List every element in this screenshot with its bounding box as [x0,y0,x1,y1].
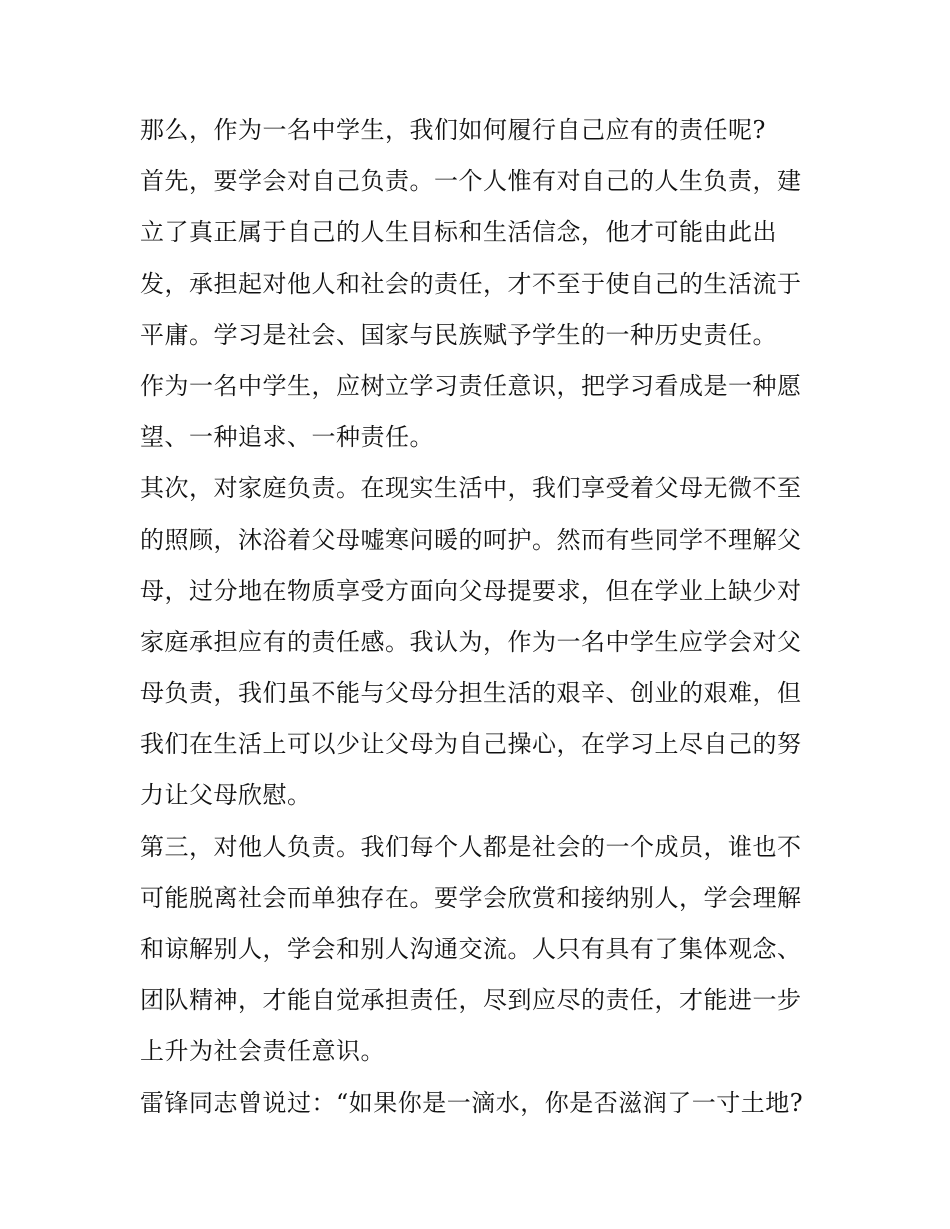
text-line-2: 首先，要学会对自己负责。一个人惟有对自己的人生负责，建 [140,167,802,196]
text-line-10: 母，过分地在物质享受方面向父母提要求，但在学业上缺少对 [140,576,802,605]
text-line-20: 雷锋同志曾说过：“如果你是一滴水，你是否滋润了一寸土地? [140,1088,804,1117]
text-line-8: 其次，对家庭负责。在现实生活中，我们享受着父母无微不至 [140,474,802,503]
text-line-5: 平庸。学习是社会、国家与民族赋予学生的一种历史责任。 [140,320,777,349]
text-line-15: 第三，对他人负责。我们每个人都是社会的一个成员，谁也不 [140,832,802,861]
text-line-4: 发，承担起对他人和社会的责任，才不至于使自己的生活流于 [140,269,802,298]
text-line-9: 的照顾，沐浴着父母嘘寒问暖的呵护。然而有些同学不理解父 [140,525,802,554]
document-body [140,105,820,1129]
text-line-7: 望、一种追求、一种责任。 [140,423,434,452]
text-line-13: 我们在生活上可以少让父母为自己操心，在学习上尽自己的努 [140,730,802,759]
text-line-17: 和谅解别人，学会和别人沟通交流。人只有具有了集体观念、 [140,935,802,963]
text-line-19: 上升为社会责任意识。 [140,1037,385,1066]
text-line-6: 作为一名中学生，应树立学习责任意识，把学习看成是一种愿 [140,371,802,400]
text-line-12: 母负责，我们虽不能与父母分担生活的艰辛、创业的艰难，但 [140,679,802,708]
text-line-1: 那么，作为一名中学生，我们如何履行自己应有的责任呢? [140,116,766,144]
text-line-11: 家庭承担应有的责任感。我认为，作为一名中学生应学会对父 [140,627,802,656]
text-line-18: 团队精神，才能自觉承担责任，尽到应尽的责任，才能进一步 [140,986,802,1015]
text-line-3: 立了真正属于自己的人生目标和生活信念，他才可能由此出 [140,218,777,247]
text-line-14: 力让父母欣慰。 [140,781,312,810]
text-line-16: 可能脱离社会而单独存在。要学会欣赏和接纳别人，学会理解 [140,883,802,912]
